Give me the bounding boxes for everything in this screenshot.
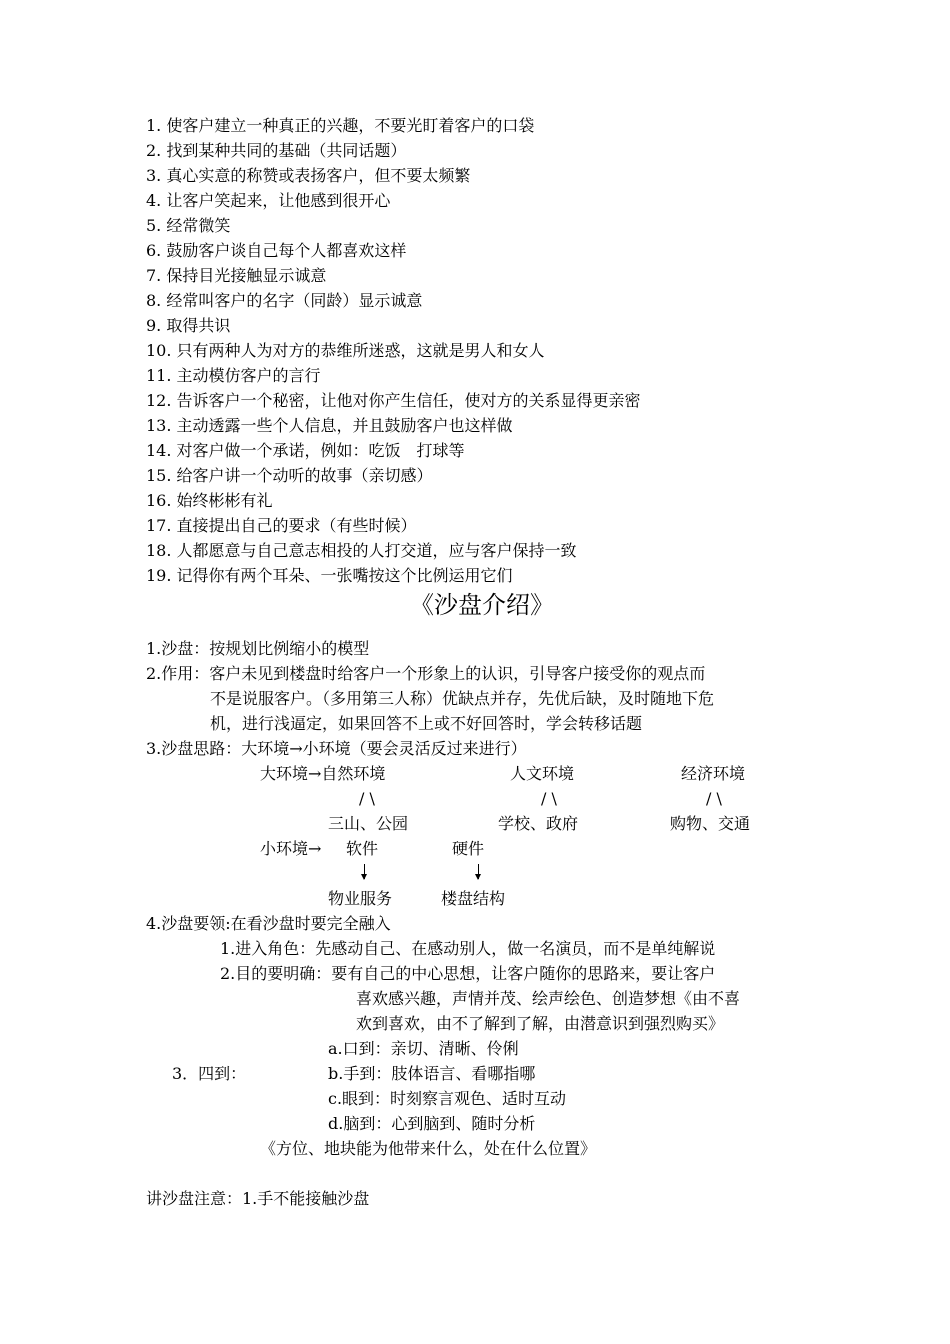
item-text: 取得共识 xyxy=(166,316,231,335)
list-item xyxy=(146,440,465,462)
list-item xyxy=(146,115,534,137)
arrow-down-icon xyxy=(364,864,365,879)
thinking-heading: 3.沙盘思路：大环境→小环境（要会灵活反过来进行） xyxy=(146,739,527,758)
item-text: 记得你有两个耳朵、一张嘴按这个比例运用它们 xyxy=(176,566,513,585)
function-line-2: 不是说服客户。（多用第三人称）优缺点并存，先优后缺，及时随地下危 xyxy=(210,689,715,708)
hardware-label: 硬件 xyxy=(452,839,485,858)
item-number: 3. xyxy=(146,166,162,185)
list-item xyxy=(146,490,273,512)
item-number: 1. xyxy=(146,116,162,135)
footer-note: 讲沙盘注意：1.手不能接触沙盘 xyxy=(146,1189,370,1208)
essential-point-1: 1.进入角色：先感动自己、在感动别人，做一名演员，而不是单纯解说 xyxy=(220,939,716,958)
item-text: 使客户建立一种真正的兴趣，不要光盯着客户的口袋 xyxy=(166,116,535,135)
humanity-environment-label: 人文环境 xyxy=(510,764,575,783)
item-text: 主动透露一些个人信息，并且鼓励客户也这样做 xyxy=(176,416,513,435)
list-item xyxy=(146,290,422,312)
essential-point-2-line-1: 2.目的要明确：要有自己的中心思想，让客户随你的思路来，要让客户 xyxy=(220,964,716,983)
big-environment-label: 大环境→自然环境 xyxy=(260,764,386,783)
location-note: 《方位、地块能为他带来什么，处在什么位置》 xyxy=(260,1139,597,1158)
list-item xyxy=(146,165,470,187)
four-points-item: b.手到：肢体语言、看哪指哪 xyxy=(328,1064,536,1083)
list-item xyxy=(146,465,433,487)
item-text: 直接提出自己的要求（有些时候） xyxy=(176,516,417,535)
item-number: 16. xyxy=(146,491,172,510)
list-item xyxy=(146,390,641,412)
list-item xyxy=(146,315,230,337)
item-text: 真心实意的称赞或表扬客户，但不要太频繁 xyxy=(166,166,471,185)
software-label: 软件 xyxy=(346,839,379,858)
item-text: 给客户讲一个动听的故事（亲切感） xyxy=(176,466,433,485)
four-points-item: a.口到：亲切、清晰、伶俐 xyxy=(328,1039,519,1058)
item-text: 鼓励客户谈自己每个人都喜欢这样 xyxy=(166,241,407,260)
function-line-1: 2.作用：客户未见到楼盘时给客户一个形象上的认识，引导客户接受你的观点而 xyxy=(146,664,706,683)
item-number: 2. xyxy=(146,141,162,160)
building-structure-label: 楼盘结构 xyxy=(441,889,506,908)
list-item xyxy=(146,340,545,362)
list-item xyxy=(146,415,513,437)
nature-items: 三山、公园 xyxy=(328,814,409,833)
definition-line: 1.沙盘：按规划比例缩小的模型 xyxy=(146,639,370,658)
humanity-items: 学校、政府 xyxy=(498,814,579,833)
item-number: 14. xyxy=(146,441,172,460)
item-number: 19. xyxy=(146,566,172,585)
list-item xyxy=(146,540,577,562)
item-number: 17. xyxy=(146,516,172,535)
list-item xyxy=(146,190,390,212)
item-number: 11. xyxy=(146,366,172,385)
branch-slash: / \ xyxy=(359,789,375,808)
list-item xyxy=(146,140,406,162)
item-text: 人都愿意与自己意志相投的人打交道，应与客户保持一致 xyxy=(176,541,577,560)
item-text: 找到某种共同的基础（共同话题） xyxy=(166,141,407,160)
item-text: 始终彬彬有礼 xyxy=(176,491,273,510)
four-points-label: 3．四到： xyxy=(172,1064,247,1083)
list-item xyxy=(146,240,406,262)
item-text: 对客户做一个承诺，例如：吃饭 打球等 xyxy=(176,441,465,460)
four-points-item: d.脑到：心到脑到、随时分析 xyxy=(328,1114,536,1133)
economy-environment-label: 经济环境 xyxy=(681,764,746,783)
essential-point-2-line-2: 喜欢感兴趣，声情并茂、绘声绘色、创造梦想《由不喜 xyxy=(356,989,741,1008)
item-text: 只有两种人为对方的恭维所迷惑，这就是男人和女人 xyxy=(176,341,545,360)
item-number: 12. xyxy=(146,391,172,410)
item-number: 7. xyxy=(146,266,162,285)
item-text: 主动模仿客户的言行 xyxy=(176,366,321,385)
function-line-3: 机，进行浅逼定，如果回答不上或不好回答时，学会转移话题 xyxy=(210,714,643,733)
branch-slash: / \ xyxy=(706,789,722,808)
essential-point-2-line-3: 欢到喜欢，由不了解到了解，由潜意识到强烈购买》 xyxy=(356,1014,725,1033)
list-item xyxy=(146,365,321,387)
item-number: 18. xyxy=(146,541,172,560)
list-item xyxy=(146,565,513,587)
branch-slash: / \ xyxy=(541,789,557,808)
list-item xyxy=(146,515,417,537)
four-points-item: c.眼到：时刻察言观色、适时互动 xyxy=(328,1089,567,1108)
item-text: 经常微笑 xyxy=(166,216,231,235)
property-service-label: 物业服务 xyxy=(328,889,393,908)
item-number: 10. xyxy=(146,341,172,360)
economy-items: 购物、交通 xyxy=(670,814,751,833)
item-text: 保持目光接触显示诚意 xyxy=(166,266,327,285)
item-text: 告诉客户一个秘密，让他对你产生信任，使对方的关系显得更亲密 xyxy=(176,391,641,410)
item-number: 13. xyxy=(146,416,172,435)
item-number: 5. xyxy=(146,216,162,235)
item-text: 让客户笑起来，让他感到很开心 xyxy=(166,191,391,210)
item-number: 8. xyxy=(146,291,162,310)
item-number: 15. xyxy=(146,466,172,485)
item-number: 4. xyxy=(146,191,162,210)
list-item xyxy=(146,265,326,287)
small-environment-label: 小环境→ xyxy=(260,839,322,858)
list-item xyxy=(146,215,230,237)
item-text: 经常叫客户的名字（同龄）显示诚意 xyxy=(166,291,423,310)
arrow-down-icon xyxy=(478,864,479,879)
section-title: 《沙盘介绍》 xyxy=(410,591,554,619)
item-number: 9. xyxy=(146,316,162,335)
essentials-heading: 4.沙盘要领:在看沙盘时要完全融入 xyxy=(146,914,391,933)
item-number: 6. xyxy=(146,241,162,260)
